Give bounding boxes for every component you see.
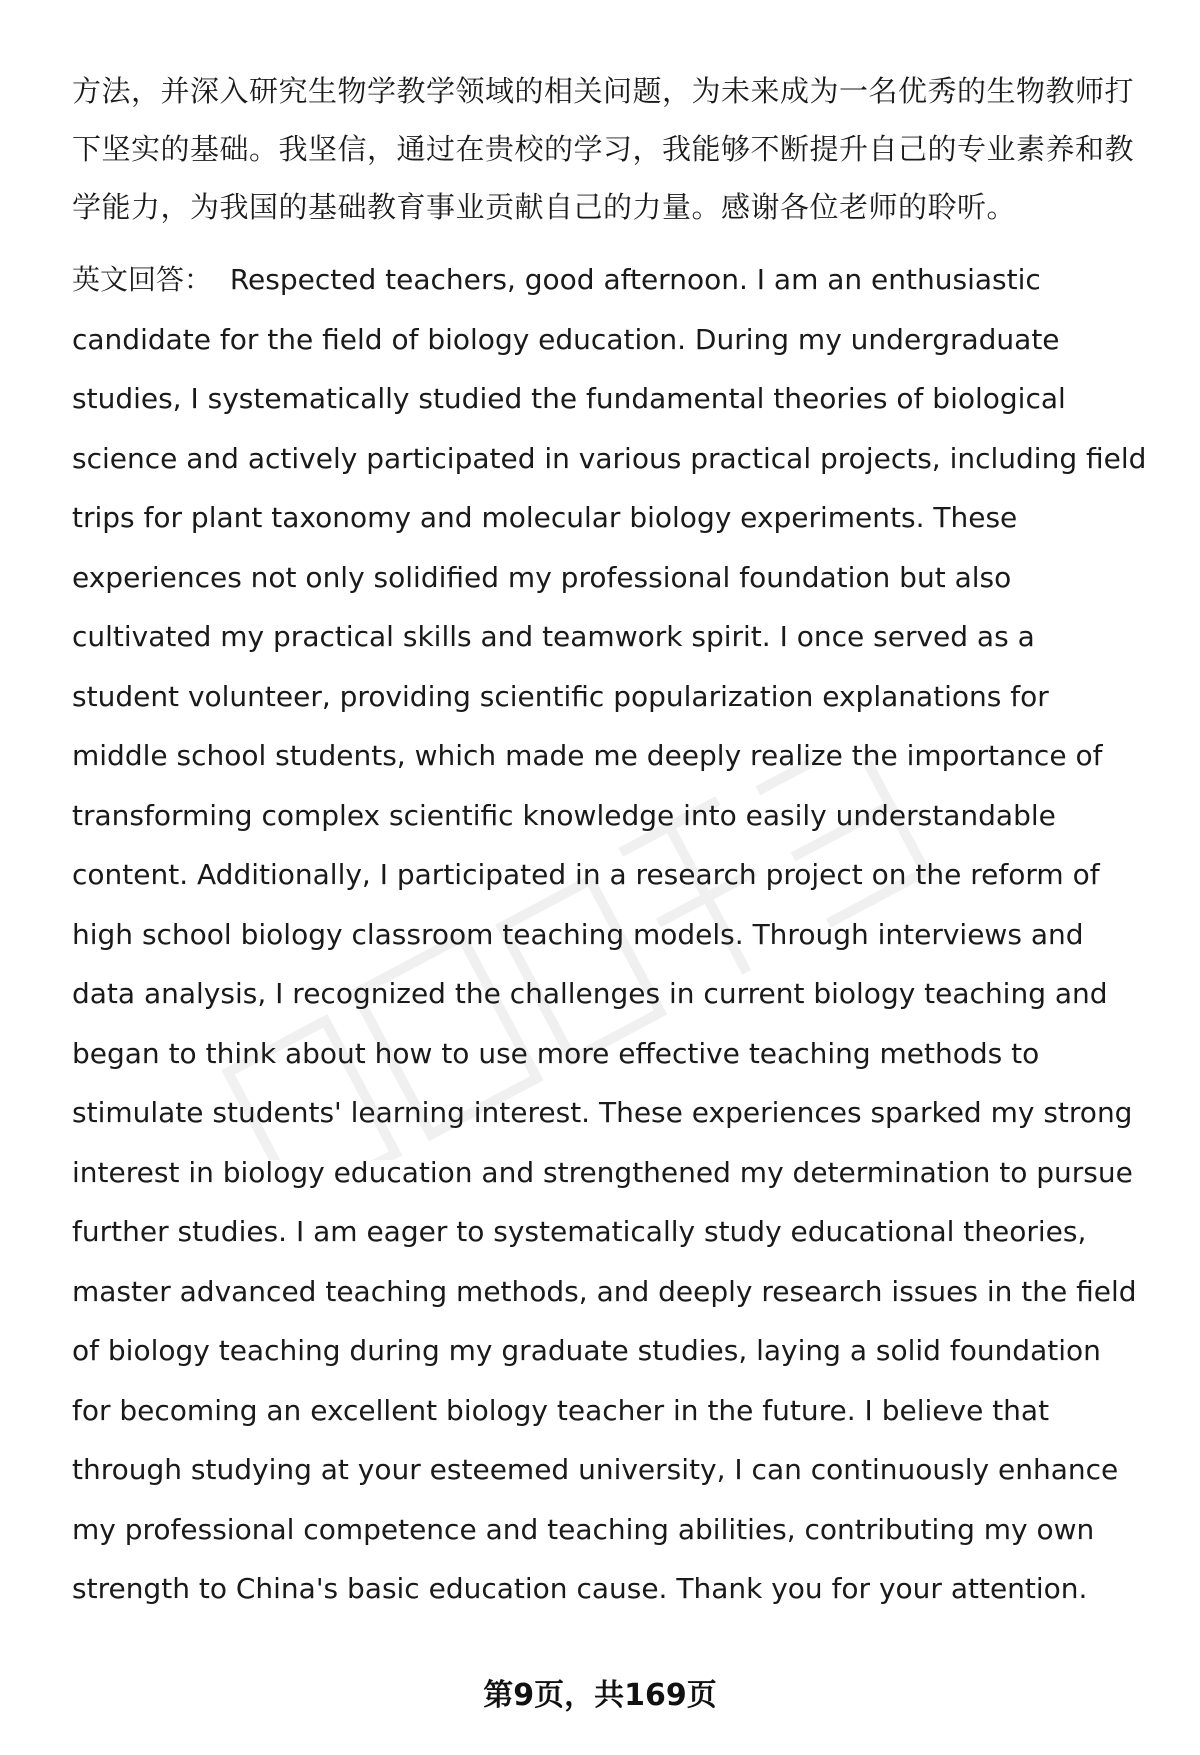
english-answer-paragraph <box>72 250 1148 1619</box>
page-number-footer: 第9页，共169页 <box>483 1678 717 1713</box>
document-body <box>72 62 1148 1619</box>
english-answer-label: 英文回答： <box>72 263 213 296</box>
english-answer-text: Respected teachers, good afternoon. I am an enthusiastic candidate for the field of biology education. During my undergraduate studies, I systematically studied the fundamental theories of biological science and actively participated in various practical projects, including field trips for plant taxonomy and molecular biology experiments. These experiences not only solidified my professional foundation but also cultivated my practical skills and teamwork spirit. I once served as a student volunteer, providing scientific popularization explanations for middle school students, which made me deeply realize the importance of transforming complex scientific knowledge into easily understandable content. Additionally, I participated in a research project on the reform of high school biology classroom teaching models. Through interviews and data analysis, I recognized the challenges in current biology teaching and began to think about how to use more effective teaching methods to stimulate students' learning interest. These experiences sparked my strong interest in biology education and strengthened my determination to pursue further studies. I am eager to systematically study educational theories, master advanced teaching methods, and deeply research issues in the field of biology teaching during my graduate studies, laying a solid foundation for becoming an excellent biology teacher in the future. I believe that through studying at your esteemed university, I can continuously enhance my professional competence and teaching abilities, contributing my own strength to China's basic education cause. Thank you for your attention. <box>72 263 1147 1605</box>
chinese-paragraph: 方法，并深入研究生物学教学领域的相关问题，为未来成为一名优秀的生物教师打下坚实的基础。我坚信，通过在贵校的学习，我能够不断提升自己的专业素养和教学能力，为我国的基础教育事业贡献自己的力量。感谢各位老师的聆听。 <box>72 74 1135 224</box>
